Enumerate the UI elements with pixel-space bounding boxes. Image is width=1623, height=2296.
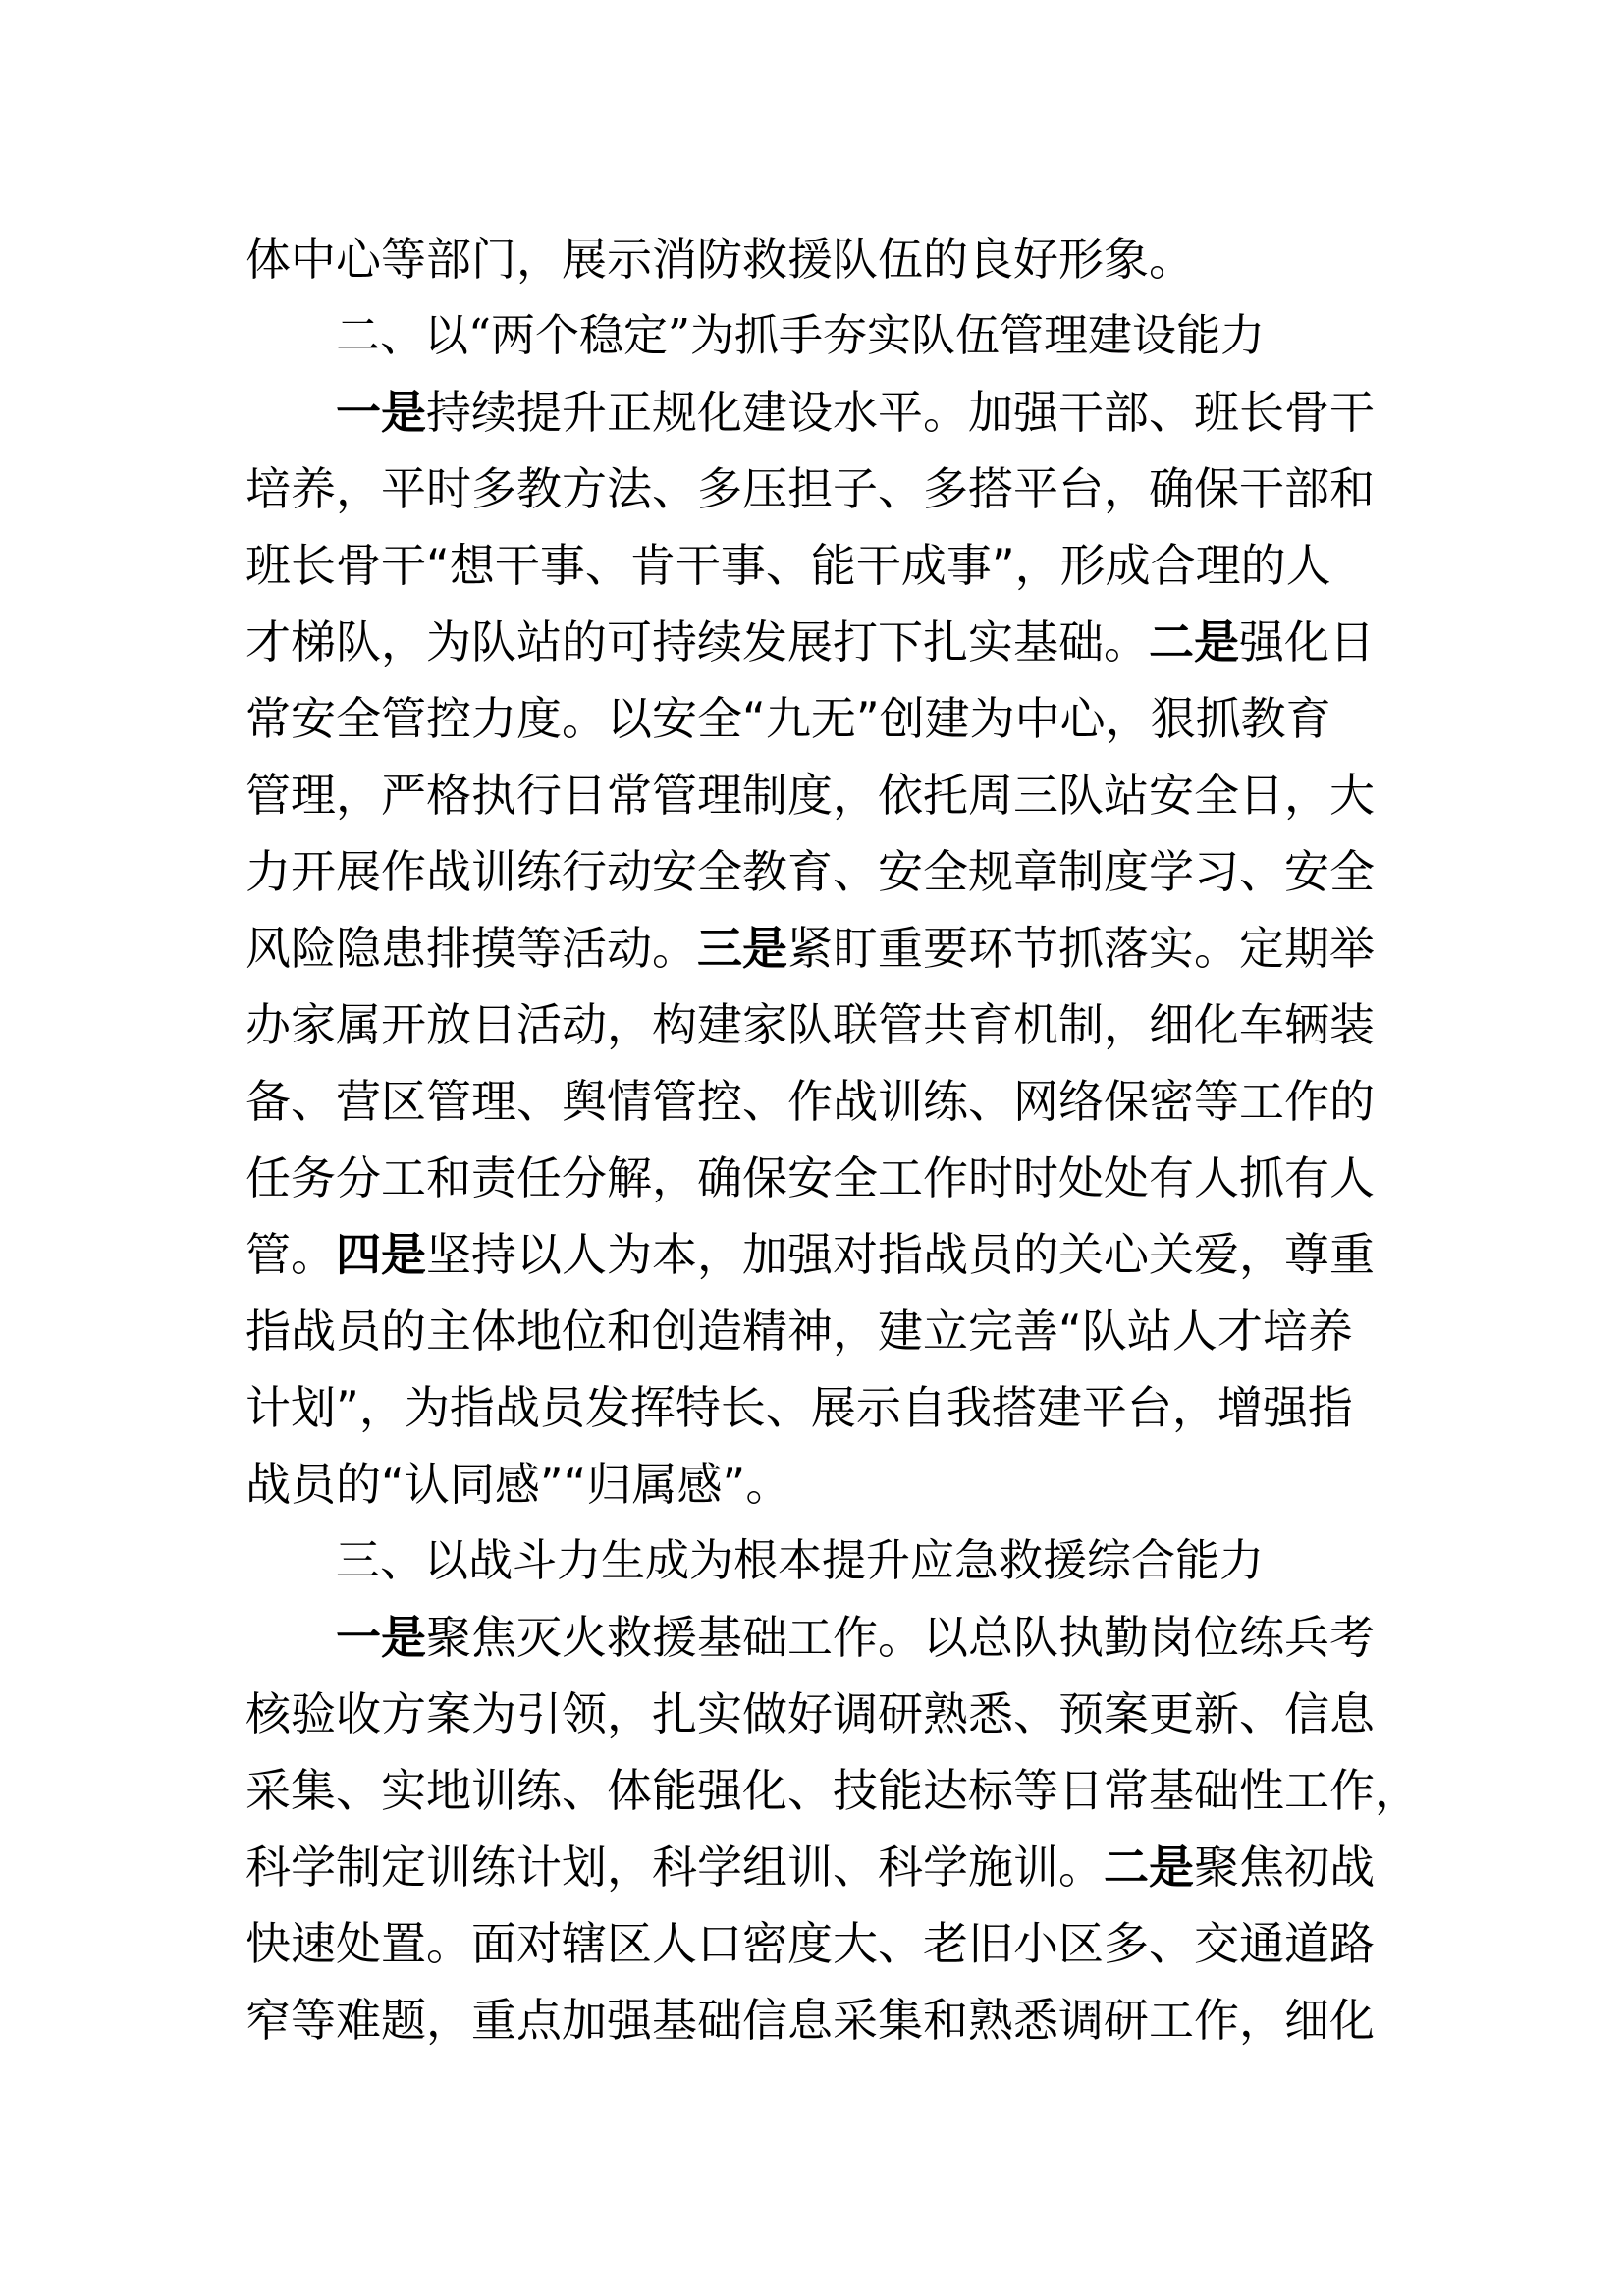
bold-lead-text: 一是: [336, 386, 426, 439]
line-text: 科学制定训练计划，科学组训、科学施训。: [245, 1841, 1104, 1894]
paragraph-line: [245, 1752, 1420, 1829]
bold-lead-text: 三是: [697, 922, 787, 975]
paragraph-line: [245, 1446, 1350, 1522]
paragraph-line: [245, 1982, 1375, 2058]
paragraph-line: [245, 1063, 1375, 1140]
line-text: 二、以“两个稳定”为抓手夯实队伍管理建设能力: [336, 309, 1266, 361]
paragraph-line: [245, 1829, 1375, 1905]
section-heading: [245, 1522, 1350, 1599]
line-text: 采集、实地训练、体能强化、技能达标等日常基础性工作，: [245, 1764, 1420, 1817]
line-text: 三、以战斗力生成为根本提升应急救援综合能力: [336, 1534, 1265, 1586]
line-text: 坚持以人为本，加强对指战员的关心关爱，尊重: [426, 1228, 1375, 1281]
line-text: 聚焦灭火救援基础工作。以总队执勤岗位练兵考: [426, 1611, 1375, 1664]
bold-lead-text: 二是: [1104, 1841, 1194, 1894]
paragraph-line: [245, 1216, 1375, 1293]
line-text: 计划”，为指战员发挥特长、展示自我搭建平台，增强指: [245, 1381, 1353, 1434]
paragraph-line: [245, 527, 1350, 604]
paragraph-line: [245, 910, 1375, 987]
line-text: 力开展作战训练行动安全教育、安全规章制度学习、安全: [245, 845, 1375, 898]
line-text: 指战员的主体地位和创造精神，建立完善“队站人才培养: [245, 1305, 1353, 1358]
paragraph-line: [245, 987, 1375, 1063]
paragraph-line: [245, 1140, 1375, 1216]
line-text: 聚焦初战: [1194, 1841, 1375, 1894]
paragraph-line: [245, 604, 1375, 680]
line-text: 战员的“认同感”“归属感”。: [245, 1458, 791, 1511]
paragraph-line: [245, 1599, 1375, 1676]
line-text: 培养，平时多教方法、多压担子、多搭平台，确保干部和: [245, 462, 1375, 515]
paragraph-line: [245, 1369, 1353, 1446]
paragraph-line: [245, 680, 1350, 757]
line-text: 任务分工和责任分解，确保安全工作时时处处有人抓有人: [245, 1151, 1375, 1204]
paragraph-line: [245, 374, 1375, 451]
line-text: 常安全管控力度。以安全“九无”创建为中心，狠抓教育: [245, 692, 1331, 745]
line-text: 风险隐患排摸等活动。: [245, 922, 697, 975]
bold-lead-text: 四是: [336, 1228, 426, 1281]
line-text: 备、营区管理、舆情管控、作战训练、网络保密等工作的: [245, 1075, 1375, 1128]
paragraph-line: [245, 221, 1350, 297]
paragraph-line: [245, 1905, 1375, 1982]
line-text: 管理，严格执行日常管理制度，依托周三队站安全日，大: [245, 769, 1375, 822]
line-text: 办家属开放日活动，构建家队联管共育机制，细化车辆装: [245, 998, 1375, 1051]
paragraph-line: [245, 1676, 1375, 1752]
line-text: 管。: [245, 1228, 336, 1281]
paragraph-line: [245, 451, 1375, 527]
line-text: 快速处置。面对辖区人口密度大、老旧小区多、交通道路: [245, 1917, 1375, 1970]
line-text: 核验收方案为引领，扎实做好调研熟悉、预案更新、信息: [245, 1687, 1375, 1740]
bold-lead-text: 二是: [1149, 615, 1239, 668]
paragraph-line: [245, 1293, 1353, 1369]
line-text: 强化日: [1239, 615, 1375, 668]
paragraph-line: [245, 833, 1375, 910]
line-text: 班长骨干“想干事、肯干事、能干成事”，形成合理的人: [245, 539, 1331, 592]
line-text: 紧盯重要环节抓落实。定期举: [787, 922, 1375, 975]
paragraph-line: [245, 757, 1375, 833]
document-body: [245, 221, 1420, 2058]
line-text: 窄等难题，重点加强基础信息采集和熟悉调研工作，细化: [245, 1994, 1375, 2047]
section-heading: [245, 297, 1350, 374]
line-text: 持续提升正规化建设水平。加强干部、班长骨干: [426, 386, 1375, 439]
line-text: 才梯队，为队站的可持续发展打下扎实基础。: [245, 615, 1149, 668]
line-text: 体中心等部门，展示消防救援队伍的良好形象。: [245, 233, 1194, 286]
bold-lead-text: 一是: [336, 1611, 426, 1664]
